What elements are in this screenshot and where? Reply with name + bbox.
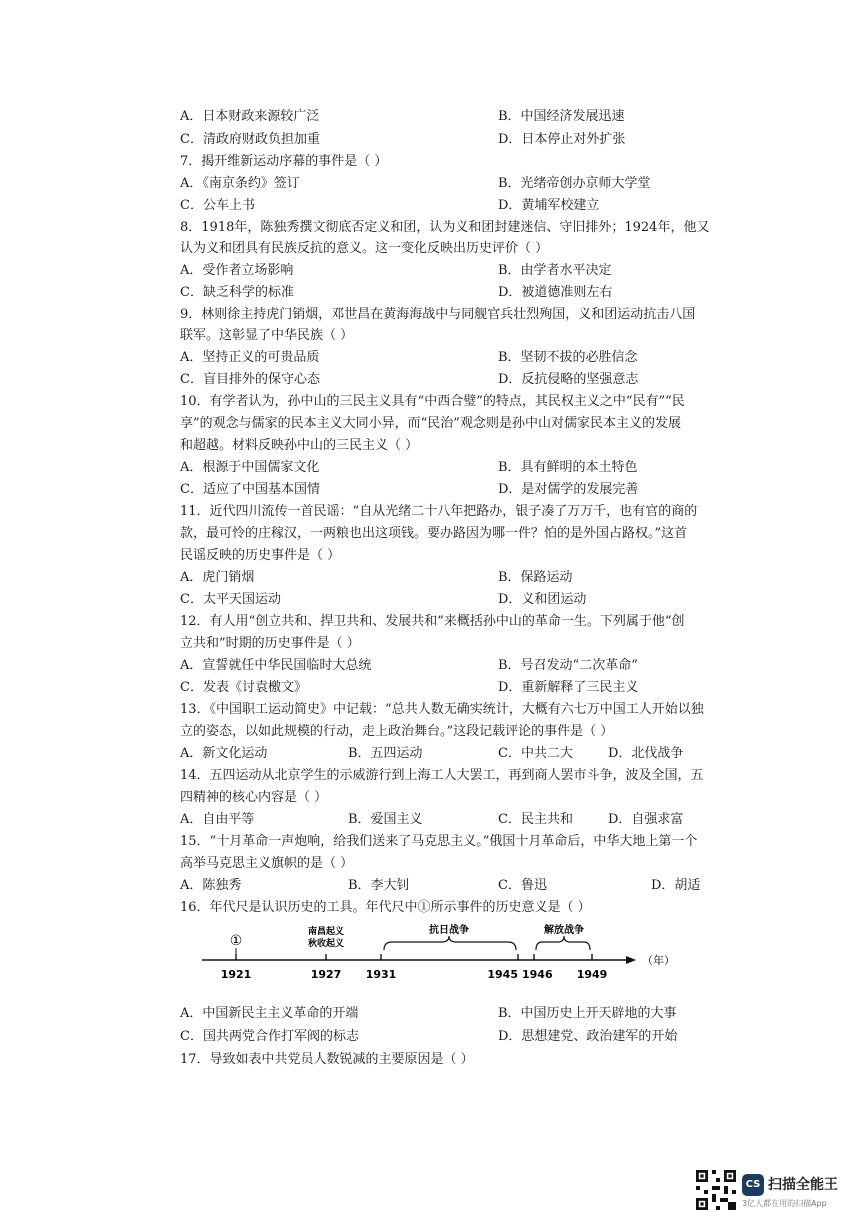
q8-option-b: B．由学者水平决定	[498, 263, 612, 278]
q13-option-d: D．北伐战争	[608, 746, 684, 761]
q11-stem-line3: 民谣反映的历史事件是（ ）	[180, 548, 341, 563]
span-label-2: 解放战争	[544, 925, 584, 936]
q10-option-b: B．具有鲜明的本土特色	[498, 460, 638, 475]
q16-option-d: D．思想建党、政治建军的开始	[498, 1029, 678, 1044]
timeline-marker: ①	[229, 933, 243, 949]
q8-option-d: D．被道德准则左右	[498, 285, 613, 300]
q9-option-b: B．坚韧不拔的必胜信念	[498, 350, 638, 365]
q16-option-c: C．国共两党合作打军阀的标志	[180, 1029, 359, 1044]
q8-option-c: C．缺乏科学的标准	[180, 285, 294, 300]
q12-option-b: B．号召发动“二次革命”	[498, 658, 638, 673]
q14-option-d: D．自强求富	[608, 812, 684, 827]
q14-option-b: B．爱国主义	[348, 812, 423, 827]
timeline-arrow	[626, 956, 636, 964]
year-label: 1931	[365, 968, 397, 981]
q6-option-d: D．日本停止对外扩张	[498, 132, 626, 147]
q8-stem-line1: 8．1918年，陈独秀撰文彻底否定义和团，认为义和团封建迷信、守旧排外；1924年，他又	[180, 220, 710, 235]
q12-option-c: C．发表《讨袁檄文》	[180, 680, 307, 695]
q15-option-b: B．李大钊	[348, 878, 410, 893]
q13-option-a: A．新文化运动	[180, 746, 268, 761]
q13-stem-line1: 13．《中国职工运动简史》中记载：“总共人数无确实统计，大概有六七万中国工人开始以独	[180, 702, 704, 717]
q10-option-d: D．是对儒学的发展完善	[498, 482, 639, 497]
q15-option-c: C．鲁迅	[498, 878, 547, 893]
year-unit: （年）	[642, 954, 675, 967]
span-label-1: 抗日战争	[429, 925, 469, 936]
q16-stem: 16．年代尺是认识历史的工具。年代尺中①所示事件的历史意义是（ ）	[180, 900, 591, 915]
q17-stem: 17．导致如表中共党员人数锐减的主要原因是（ ）	[180, 1052, 474, 1067]
q12-option-d: D．重新解释了三民主义	[498, 680, 639, 695]
year-label: 1945	[487, 968, 518, 981]
q10-stem-line3: 和超越。材料反映孙中山的三民主义（ ）	[180, 438, 419, 453]
year-label: 1927	[310, 968, 342, 981]
q9-stem-line1: 9．林则徐主持虎门销烟，邓世昌在黄海海战中与同舰官兵壮烈殉国，义和团运动抗击八国	[180, 307, 696, 322]
q6-option-b: B．中国经济发展迅速	[498, 109, 625, 124]
scanner-watermark	[696, 1170, 866, 1216]
q16-option-b: B．中国历史上开天辟地的大事	[498, 1006, 677, 1021]
q15-stem-line2: 高举马克思主义旗帜的是（ ）	[180, 856, 354, 871]
q11-option-d: D．义和团运动	[498, 592, 587, 607]
span-brace-2	[536, 936, 590, 950]
year-label: 1921	[220, 968, 252, 981]
q14-option-c: C．民主共和	[498, 812, 573, 827]
q13-option-b: B．五四运动	[348, 746, 423, 761]
year-label: 1949	[576, 968, 608, 981]
q7-option-d: D．黄埔军校建立	[498, 198, 600, 213]
q11-option-a: A．虎门销烟	[180, 570, 255, 585]
q7-option-a: A．《南京条约》签订	[180, 176, 300, 191]
q13-stem-line2: 立的姿态，以如此规模的行动，走上政治舞台。”这段记载评论的事件是（ ）	[180, 724, 614, 739]
q14-stem-line2: 四精神的核心内容是（ ）	[180, 790, 328, 805]
timeline-figure	[196, 920, 686, 990]
event-nanchang: 南昌起义	[307, 927, 345, 937]
q15-stem-line1: 15．“十月革命一声炮响，给我们送来了马克思主义。”俄国十月革命后，中华大地上第一个	[180, 834, 698, 849]
q13-option-c: C．中共二大	[498, 746, 573, 761]
brand-tagline: 3亿人都在用的扫描App	[742, 1199, 827, 1208]
q10-stem-line1: 10．有学者认为，孙中山的三民主义具有“中西合璧”的特点，其民权主义之中“民有”“民	[180, 394, 685, 409]
q10-option-a: A．根源于中国儒家文化	[180, 460, 320, 475]
q16-option-a: A．中国新民主主义革命的开端	[180, 1006, 359, 1021]
q14-stem-line1: 14．五四运动从北京学生的示威游行到上海工人大罢工，再到商人罢市斗争，波及全国，五	[180, 768, 704, 783]
q9-option-d: D．反抗侵略的坚强意志	[498, 372, 639, 387]
q11-option-b: B．保路运动	[498, 570, 573, 585]
q10-stem-line2: 享”的观念与儒家的民本主义大同小异，而“民治”观念则是孙中山对儒家民本主义的发展	[180, 416, 681, 431]
q11-stem-line1: 11．近代四川流传一首民谣：“自从光绪二十八年把路办，银子凑了万万千，也有官的商的	[180, 504, 698, 519]
q8-option-a: A．受作者立场影响	[180, 263, 294, 278]
q15-option-a: A．陈独秀	[180, 878, 242, 893]
q7-stem: 7．揭开维新运动序幕的事件是（ ）	[180, 154, 388, 169]
q8-stem-line2: 认为义和团具有民族反抗的意义。这一变化反映出历史评价（ ）	[180, 241, 549, 256]
event-autumn-harvest: 秋收起义	[307, 939, 345, 949]
camscanner-logo-icon: CS	[742, 1174, 764, 1196]
q9-option-a: A．坚持正义的可贵品质	[180, 350, 320, 365]
q12-stem-line1: 12．有人用“创立共和、捍卫共和、发展共和”来概括孙中山的革命一生。下列属于他“创	[180, 614, 685, 629]
q9-option-c: C．盲目排外的保守心态	[180, 372, 320, 387]
q12-stem-line2: 立共和”时期的历史事件是（ ）	[180, 636, 360, 651]
qr-code-icon	[696, 1170, 736, 1210]
q9-stem-line2: 联军。这彰显了中华民族（ ）	[180, 328, 354, 343]
q11-stem-line2: 款，最可怜的庄稼汉，一两粮也出这项钱。要办路因为哪一件？怕的是外国占路权。”这首	[180, 526, 688, 541]
span-brace-1	[384, 936, 516, 950]
q7-option-b: B．光绪帝创办京师大学堂	[498, 176, 651, 191]
q10-option-c: C．适应了中国基本国情	[180, 482, 320, 497]
q11-option-c: C．太平天国运动	[180, 592, 281, 607]
brand-name: 扫描全能王	[768, 1177, 838, 1193]
q14-option-a: A．自由平等	[180, 812, 255, 827]
q6-option-c: C．清政府财政负担加重	[180, 132, 320, 147]
q15-option-d: D．胡适	[651, 878, 701, 893]
q12-option-a: A．宣誓就任中华民国临时大总统	[180, 658, 372, 673]
q6-option-a: A．日本财政来源较广泛	[180, 109, 320, 124]
q7-option-c: C．公车上书	[180, 198, 255, 213]
year-label: 1946	[522, 968, 553, 981]
